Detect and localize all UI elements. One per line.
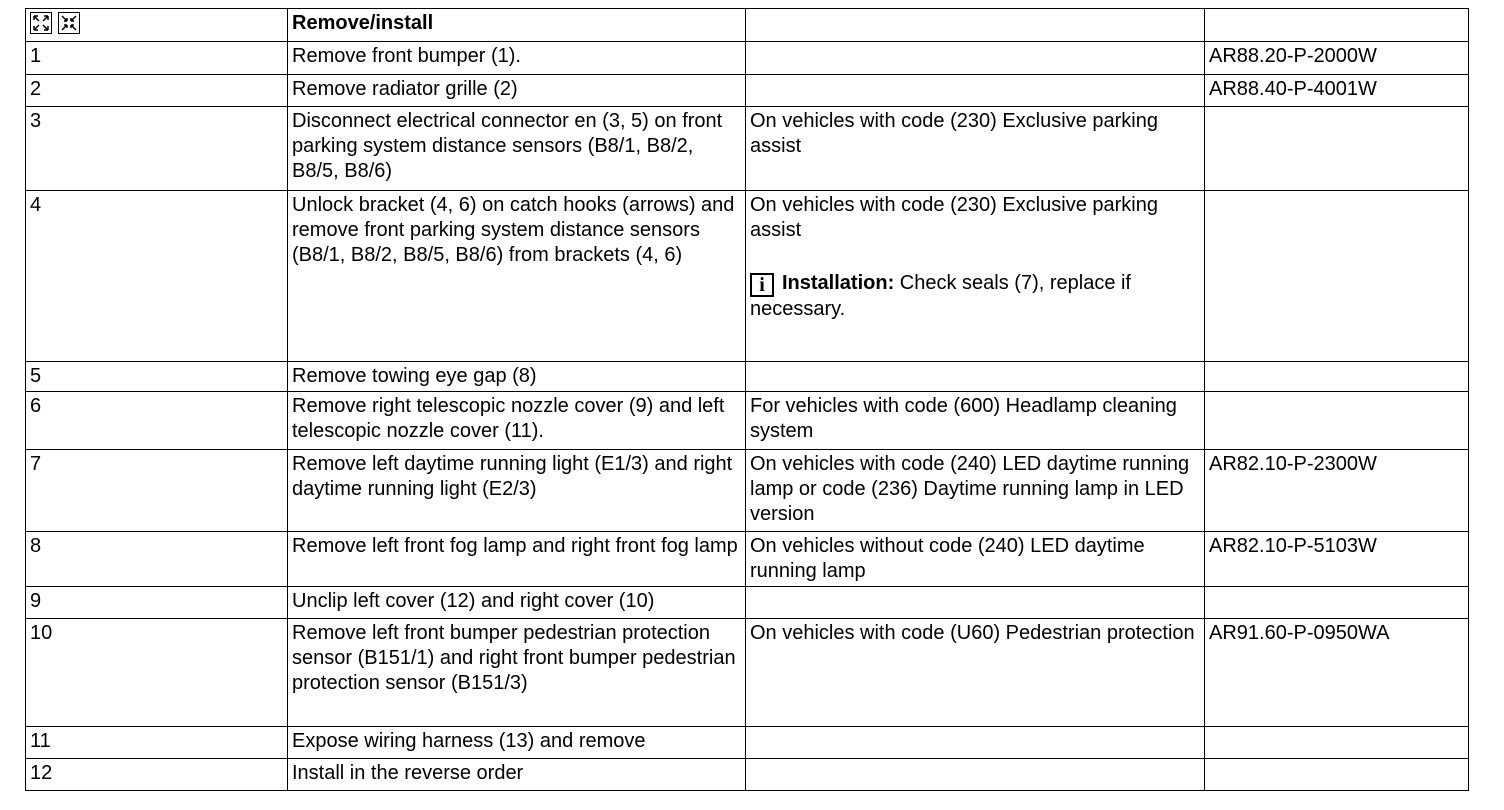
step-condition xyxy=(746,362,1205,392)
step-number: 5 xyxy=(26,362,288,392)
step-row xyxy=(26,191,1469,362)
step-action: Install in the reverse order xyxy=(288,759,746,791)
step-reference-link[interactable] xyxy=(1205,727,1469,759)
step-number: 1 xyxy=(26,42,288,75)
header-empty-cell xyxy=(746,9,1205,42)
step-row xyxy=(26,362,1469,392)
step-reference-link[interactable]: AR82.10-P-2300W xyxy=(1205,450,1469,532)
step-condition xyxy=(746,727,1205,759)
step-action: Remove right telescopic nozzle cover (9) and left telescopic nozzle cover (11). xyxy=(288,392,746,450)
step-reference-link[interactable] xyxy=(1205,759,1469,791)
header-title: Remove/install xyxy=(288,9,746,42)
installation-note-label: Installation: xyxy=(782,272,895,294)
step-action: Unclip left cover (12) and right cover (10) xyxy=(288,587,746,619)
step-reference-link[interactable]: AR88.20-P-2000W xyxy=(1205,42,1469,75)
step-number: 12 xyxy=(26,759,288,791)
step-action: Unlock bracket (4, 6) on catch hooks (arrows) and remove front parking system distance sensors (B8/1, B8/2, B8/5, B8/6) from brackets (4, 6) xyxy=(288,191,746,362)
step-action: Remove left front bumper pedestrian protection sensor (B151/1) and right front bumper pedestrian protection sensor (B151/3) xyxy=(288,619,746,727)
header-icons-cell xyxy=(26,9,288,42)
step-reference-link[interactable]: AR88.40-P-4001W xyxy=(1205,75,1469,107)
step-row xyxy=(26,42,1469,75)
step-condition xyxy=(746,759,1205,791)
step-row xyxy=(26,450,1469,532)
header-row xyxy=(26,9,1469,42)
step-condition: On vehicles with code (U60) Pedestrian protection xyxy=(746,619,1205,727)
step-number: 6 xyxy=(26,392,288,450)
step-condition: For vehicles with code (600) Headlamp cleaning system xyxy=(746,392,1205,450)
header-empty-cell xyxy=(1205,9,1469,42)
step-reference-link[interactable]: AR91.60-P-0950WA xyxy=(1205,619,1469,727)
expand-icon[interactable] xyxy=(30,12,52,34)
step-number: 4 xyxy=(26,191,288,362)
info-icon: i xyxy=(750,273,774,297)
step-number: 11 xyxy=(26,727,288,759)
step-condition xyxy=(746,75,1205,107)
step-row xyxy=(26,107,1469,191)
step-reference-link[interactable] xyxy=(1205,362,1469,392)
collapse-icon[interactable] xyxy=(58,12,80,34)
step-condition: On vehicles without code (240) LED daytime running lamp xyxy=(746,532,1205,587)
step-number: 10 xyxy=(26,619,288,727)
step-condition xyxy=(746,587,1205,619)
step-condition-cell xyxy=(746,191,1205,362)
step-action: Remove towing eye gap (8) xyxy=(288,362,746,392)
step-row xyxy=(26,619,1469,727)
step-condition: On vehicles with code (230) Exclusive parking assist xyxy=(750,194,1158,241)
installation-note-text: Check seals (7), replace if necessary. xyxy=(750,272,1131,320)
step-reference-link[interactable] xyxy=(1205,587,1469,619)
step-row xyxy=(26,727,1469,759)
step-condition: On vehicles with code (230) Exclusive parking assist xyxy=(746,107,1205,191)
procedure-table xyxy=(25,8,1469,791)
step-action: Remove left front fog lamp and right front fog lamp xyxy=(288,532,746,587)
step-reference-link[interactable] xyxy=(1205,191,1469,362)
installation-note xyxy=(750,271,1200,322)
step-row xyxy=(26,759,1469,791)
step-reference-link[interactable] xyxy=(1205,392,1469,450)
step-action: Disconnect electrical connector en (3, 5) on front parking system distance sensors (B8/1, B8/2, B8/5, B8/6) xyxy=(288,107,746,191)
step-row xyxy=(26,532,1469,587)
step-number: 3 xyxy=(26,107,288,191)
step-row xyxy=(26,75,1469,107)
step-number: 9 xyxy=(26,587,288,619)
step-action: Remove front bumper (1). xyxy=(288,42,746,75)
step-action: Expose wiring harness (13) and remove xyxy=(288,727,746,759)
step-number: 2 xyxy=(26,75,288,107)
step-condition: On vehicles with code (240) LED daytime running lamp or code (236) Daytime running lamp in LED version xyxy=(746,450,1205,532)
step-row xyxy=(26,392,1469,450)
step-number: 7 xyxy=(26,450,288,532)
step-action: Remove radiator grille (2) xyxy=(288,75,746,107)
step-reference-link[interactable]: AR82.10-P-5103W xyxy=(1205,532,1469,587)
step-action: Remove left daytime running light (E1/3) and right daytime running light (E2/3) xyxy=(288,450,746,532)
step-condition xyxy=(746,42,1205,75)
step-row xyxy=(26,587,1469,619)
step-reference-link[interactable] xyxy=(1205,107,1469,191)
step-number: 8 xyxy=(26,532,288,587)
